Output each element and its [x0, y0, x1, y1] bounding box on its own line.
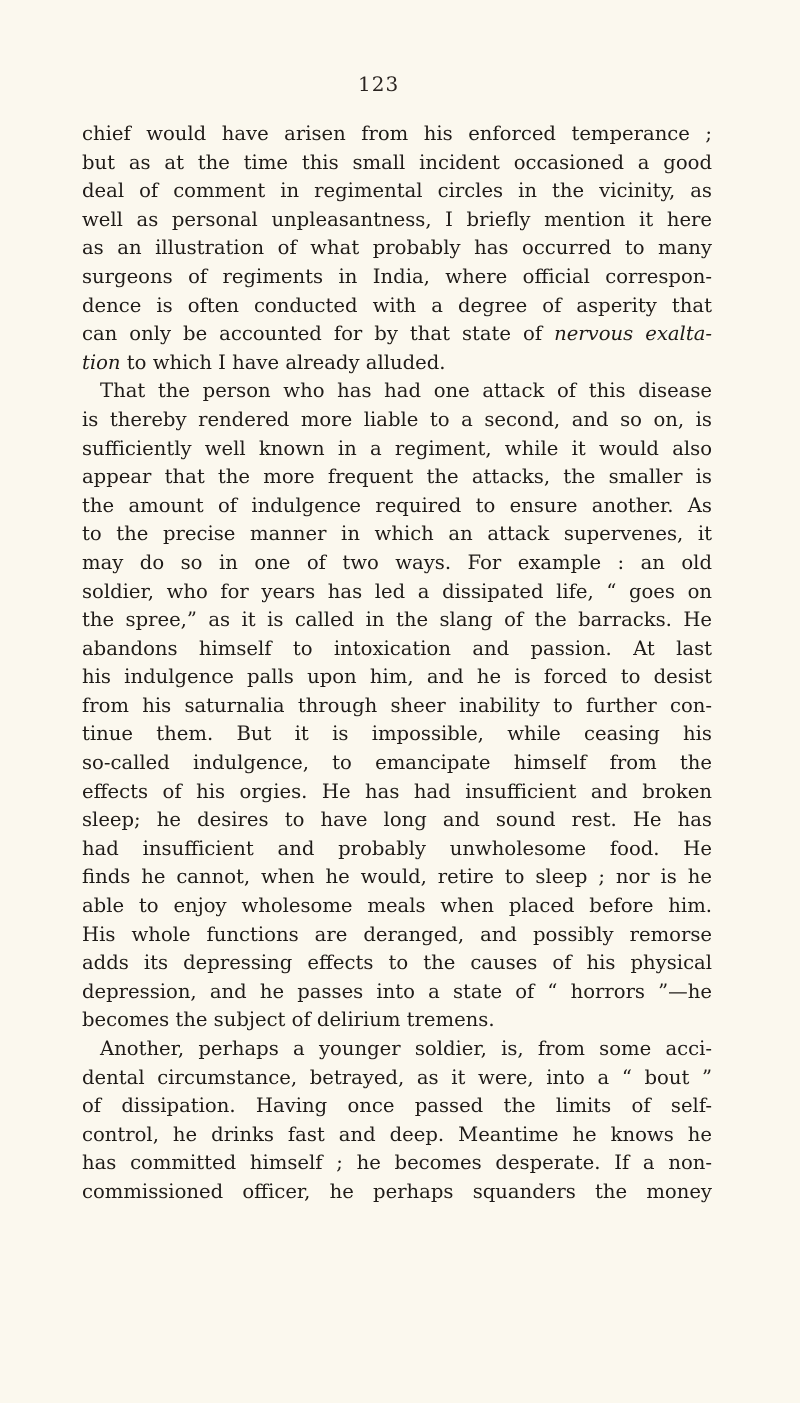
text-line: control, he drinks fast and deep. Meantime he knows he — [82, 1122, 712, 1146]
text-line: deal of comment in regimental circles in the vicinity, as — [82, 179, 712, 203]
text-line: dence is often conducted with a degree of asperity that — [82, 293, 712, 317]
text-line: That the person who has had one attack of this disease — [100, 379, 712, 403]
text-line: finds he cannot, when he would, retire to sleep ; nor is he — [82, 865, 712, 889]
paragraph — [82, 120, 712, 377]
text-line: tion to which I have already alluded. — [82, 350, 446, 374]
body-text — [82, 120, 712, 1207]
text-line: sleep; he desires to have long and sound rest. He has — [82, 808, 712, 832]
text-line: commissioned officer, he perhaps squanders the money — [82, 1179, 712, 1203]
text-line: soldier, who for years has led a dissipated life, “ goes on — [82, 579, 712, 603]
text-line: dental circumstance, betrayed, as it were, into a “ bout ” — [82, 1065, 712, 1089]
text-line: but as at the time this small incident occasioned a good — [82, 150, 712, 174]
text-line: tinue them. But it is impossible, while ceasing his — [82, 722, 712, 746]
paragraph — [82, 1035, 712, 1207]
text-line: of dissipation. Having once passed the limits of self- — [82, 1094, 712, 1118]
text-line: the spree,” as it is called in the slang of the barracks. He — [82, 608, 712, 632]
text-line: sufficiently well known in a regiment, while it would also — [82, 436, 712, 460]
text-line: had insufficient and probably unwholesome food. He — [82, 836, 712, 860]
text-line: adds its depressing effects to the causes of his physical — [82, 951, 712, 975]
text-line: becomes the subject of delirium tremens. — [82, 1008, 495, 1032]
text-line: as an illustration of what probably has occurred to many — [82, 236, 712, 260]
paragraph — [82, 377, 712, 1035]
text-line: able to enjoy wholesome meals when placed before him. — [82, 894, 712, 918]
text-line: His whole functions are deranged, and possibly remorse — [82, 922, 712, 946]
text-line: has committed himself ; he becomes desperate. If a non- — [82, 1151, 712, 1175]
page-number: 123 — [358, 72, 400, 96]
text-line: abandons himself to intoxication and passion. At last — [82, 636, 712, 660]
text-line: the amount of indulgence required to ensure another. As — [82, 493, 712, 517]
text-line: his indulgence palls upon him, and he is forced to desist — [82, 665, 712, 689]
text-line: so-called indulgence, to emancipate himself from the — [82, 751, 712, 775]
text-line: effects of his orgies. He has had insufficient and broken — [82, 779, 712, 803]
text-line: chief would have arisen from his enforced temperance ; — [82, 122, 712, 145]
text-line: can only be accounted for by that state of nervous exalta- — [82, 322, 712, 346]
text-line: well as personal unpleasantness, I briefly mention it here — [82, 207, 712, 231]
text-line: may do so in one of two ways. For example : an old — [82, 550, 712, 574]
text-line: appear that the more frequent the attacks, the smaller is — [82, 465, 712, 489]
text-line: Another, perhaps a younger soldier, is, from some acci- — [100, 1037, 712, 1060]
text-line: to the precise manner in which an attack supervenes, it — [82, 522, 712, 546]
italic-phrase: nervous exalta- — [554, 322, 712, 346]
italic-phrase: tion — [82, 350, 121, 374]
text-line: is thereby rendered more liable to a second, and so on, is — [82, 407, 712, 431]
text-line: from his saturnalia through sheer inability to further con- — [82, 693, 712, 717]
text-line: surgeons of regiments in India, where official correspon- — [82, 264, 712, 288]
text-line: depression, and he passes into a state of “ horrors ”—he — [82, 979, 712, 1003]
